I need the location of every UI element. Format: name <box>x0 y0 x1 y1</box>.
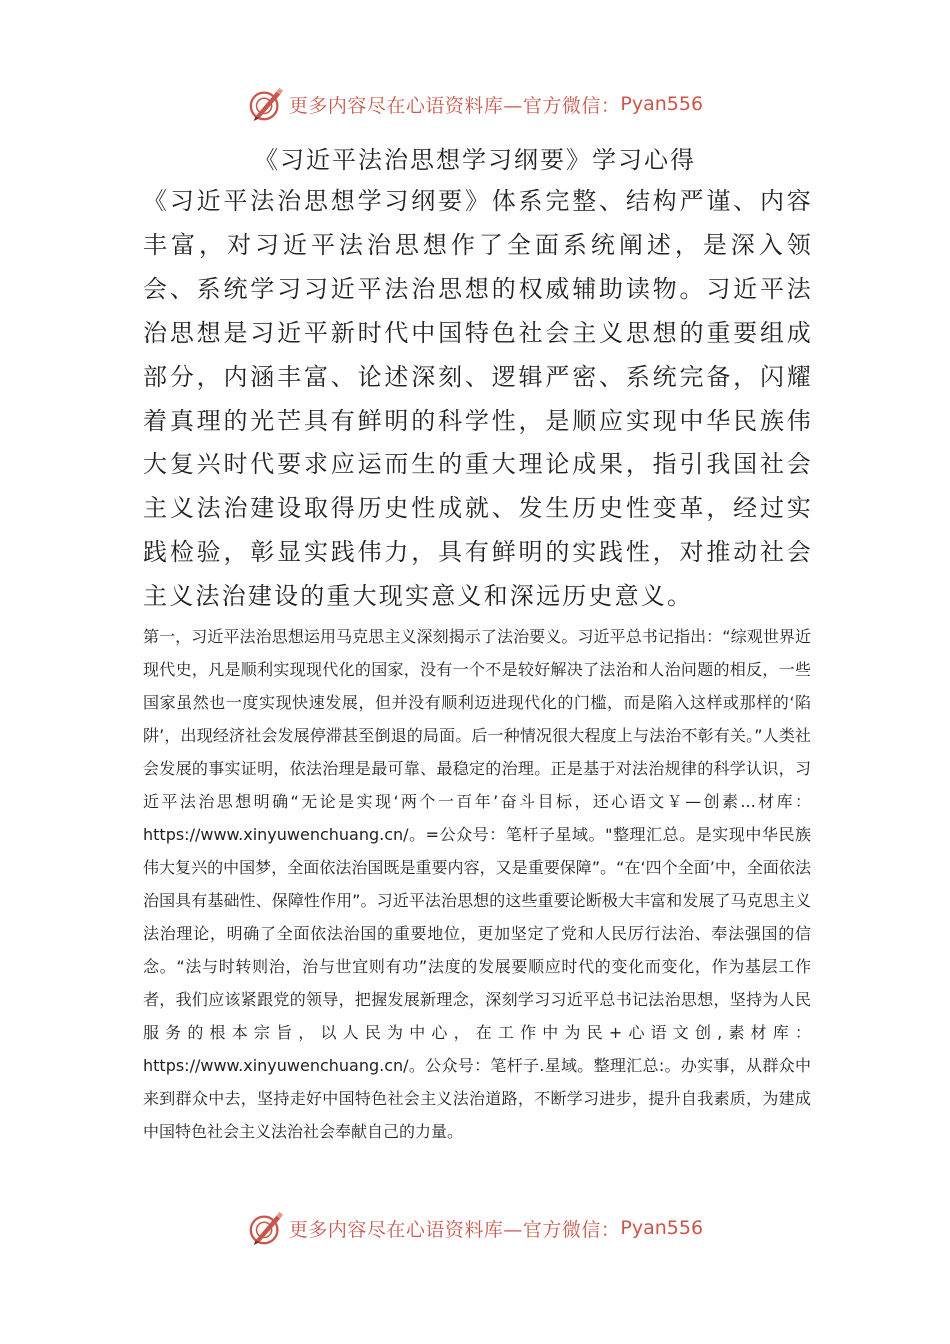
header-banner <box>0 82 950 126</box>
banner-text: 更多内容尽在心语资料库—官方微信： <box>288 1218 621 1241</box>
document-title: 《习近平法治思想学习纲要》学习心得 <box>254 146 696 174</box>
banner-text: 更多内容尽在心语资料库—官方微信： <box>288 94 621 117</box>
intro-paragraph: 《习近平法治思想学习纲要》体系完整、结构严谨、内容丰富，对习近平法治思想作了全面系统阐述，是深入领会、系统学习习近平法治思想的权威辅助读物。习近平法治思想是习近平新时代中国特色社会主义思想的重要组成部分，内涵丰富、论述深刻、逻辑严密、系统完备，闪耀着真理的光芒具有鲜明的科学性，是顺应实现中华民族伟大复兴时代要求应运而生的重大理论成果，指引我国社会主义法治建设取得历史性成就、发生历史性变革，经过实践检验，彰显实践伟力，具有鲜明的实践性，对推动社会主义法治建设的重大现实意义和深远历史意义。 <box>143 187 813 611</box>
wechat-id: Pyan556 <box>620 1217 704 1239</box>
body-paragraph: 第一，习近平法治思想运用马克思主义深刻揭示了法治要义。习近平总书记指出：“综观世界近现代史，凡是顺利实现现代化的国家，没有一个不是较好解决了法治和人治问题的相反，一些国家虽然也一度实现快速发展，但并没有顺利迈进现代化的门槛，而是陷入这样或那样的‘陷阱’，出现经济社会发展停滞甚至倒退的局面。后一种情况很大程度上与法治不彰有关。”人类社会发展的事实证明，依法治理是最可靠、最稳定的治理。正是基于对法治规律的科学认识，习近平法治思想明确“无论是实现‘两个一百年’奋斗目标，还心语文￥—创素...材库：https://www.xinyuwenchuang.cn/。=公众号：笔杆子星域。"整理汇总。是实现中华民族伟大复兴的中国梦，全面依法治国既是重要内容，又是重要保障”。“在‘四个全面’中，全面依法治国具有基础性、保障性作用”。习近平法治思想的这些重要论断极大丰富和发展了马克思主义法治理论，明确了全面依法治国的重要地位，更加坚定了党和人民厉行法治、奉法强国的信念。“法与时转则治，治与世宜则有功”法度的发展要顺应时代的变化而变化，作为基层工作者，我们应该紧跟党的领导，把握发展新理念，深刻学习习近平总书记法治思想，坚持为人民服务的根本宗旨，以人民为中心，在工作中为民+心语文创,素材库：https://www.xinyuwenchuang.cn/。公众号：笔杆子.星域。整理汇总:。办实事，从群众中来到群众中去，坚持走好中国特色社会主义法治道路，不断学习进步，提升自我素质，为建成中国特色社会主义法治社会奉献自己的力量。 <box>143 627 811 1141</box>
footer-banner <box>0 1206 950 1250</box>
pen-logo-icon <box>247 1209 285 1247</box>
pen-logo-icon <box>247 85 285 123</box>
wechat-id: Pyan556 <box>620 93 704 115</box>
